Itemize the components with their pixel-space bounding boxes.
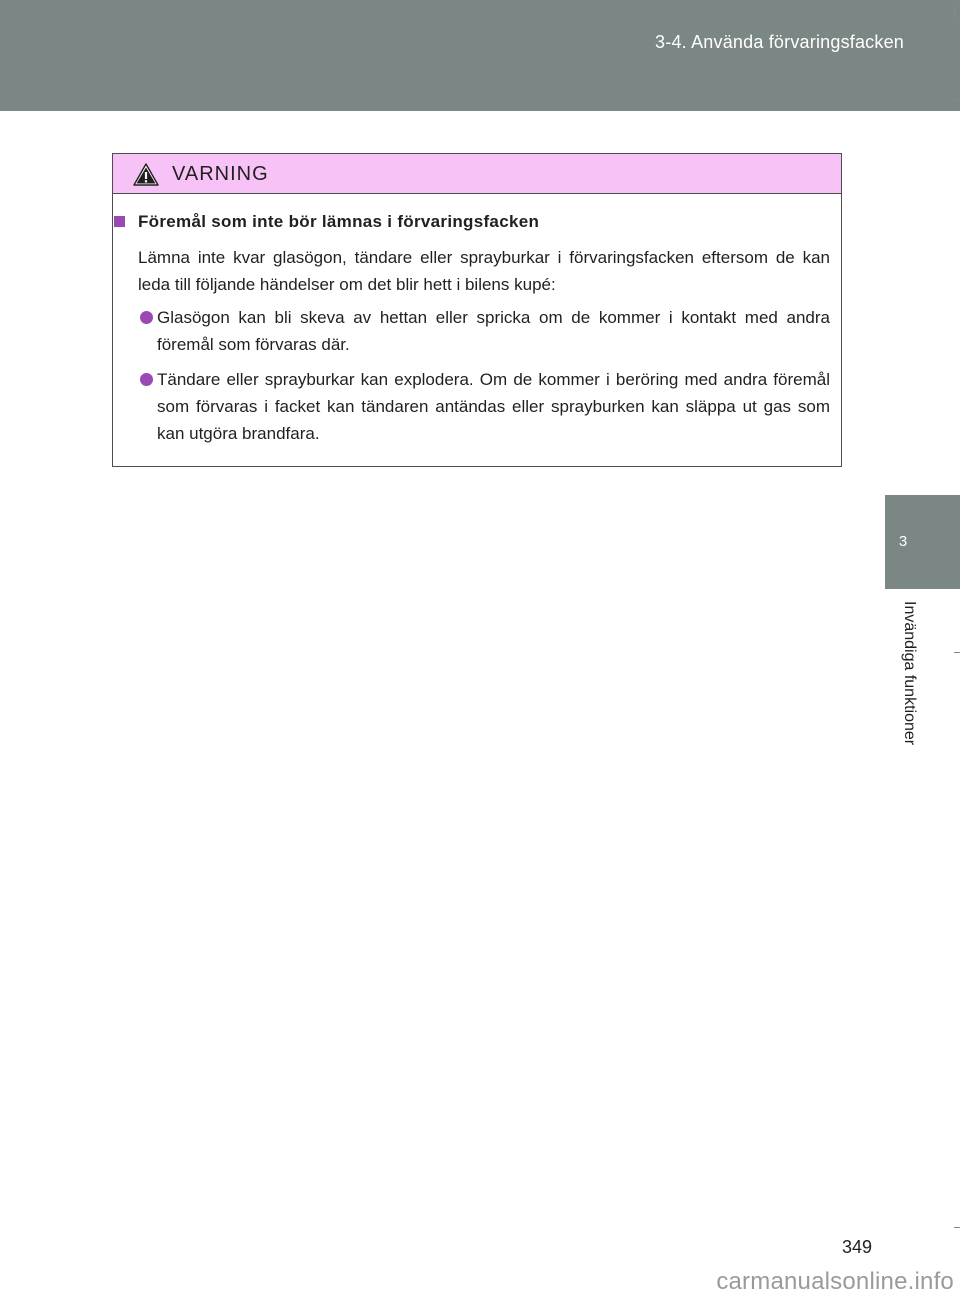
round-bullet-icon [140,311,153,324]
crop-mark [954,6,955,20]
warning-triangle-icon [133,163,159,186]
square-bullet-icon [114,216,125,227]
warning-header [113,154,841,194]
warning-title: VARNING [172,163,269,185]
chapter-tab [885,495,960,589]
chapter-number: 3 [898,533,908,550]
chapter-label: Invändiga funktioner [901,601,918,746]
crop-mark [954,1227,960,1228]
page-number: 349 [842,1237,873,1257]
warning-box [112,153,842,467]
crop-mark [954,100,960,101]
bullet-text: Glasögon kan bli skeva av hettan eller spricka om de kommer i kontakt med andra föremål som förvaras där. [157,308,830,354]
crop-mark [954,652,960,653]
header-band [0,0,960,111]
round-bullet-icon [140,373,153,386]
watermark-text: carmanualsonline.info [716,1268,954,1295]
section-title: 3-4. Använda förvaringsfacken [655,32,904,52]
heading-text: Föremål som inte bör lämnas i förvaringsfacken [138,212,540,231]
bullet-text: Tändare eller sprayburkar kan explodera. Om de kommer i beröring med andra föremål som förvaras i facket kan tändaren antändas eller sprayburken kan släppa ut gas som kan utgöra brandfara. [157,370,830,443]
intro-paragraph: Lämna inte kvar glasögon, tändare eller sprayburkar i förvaringsfacken eftersom de kan leda till följande händelser om det blir hett i bilens kupé: [138,248,830,294]
